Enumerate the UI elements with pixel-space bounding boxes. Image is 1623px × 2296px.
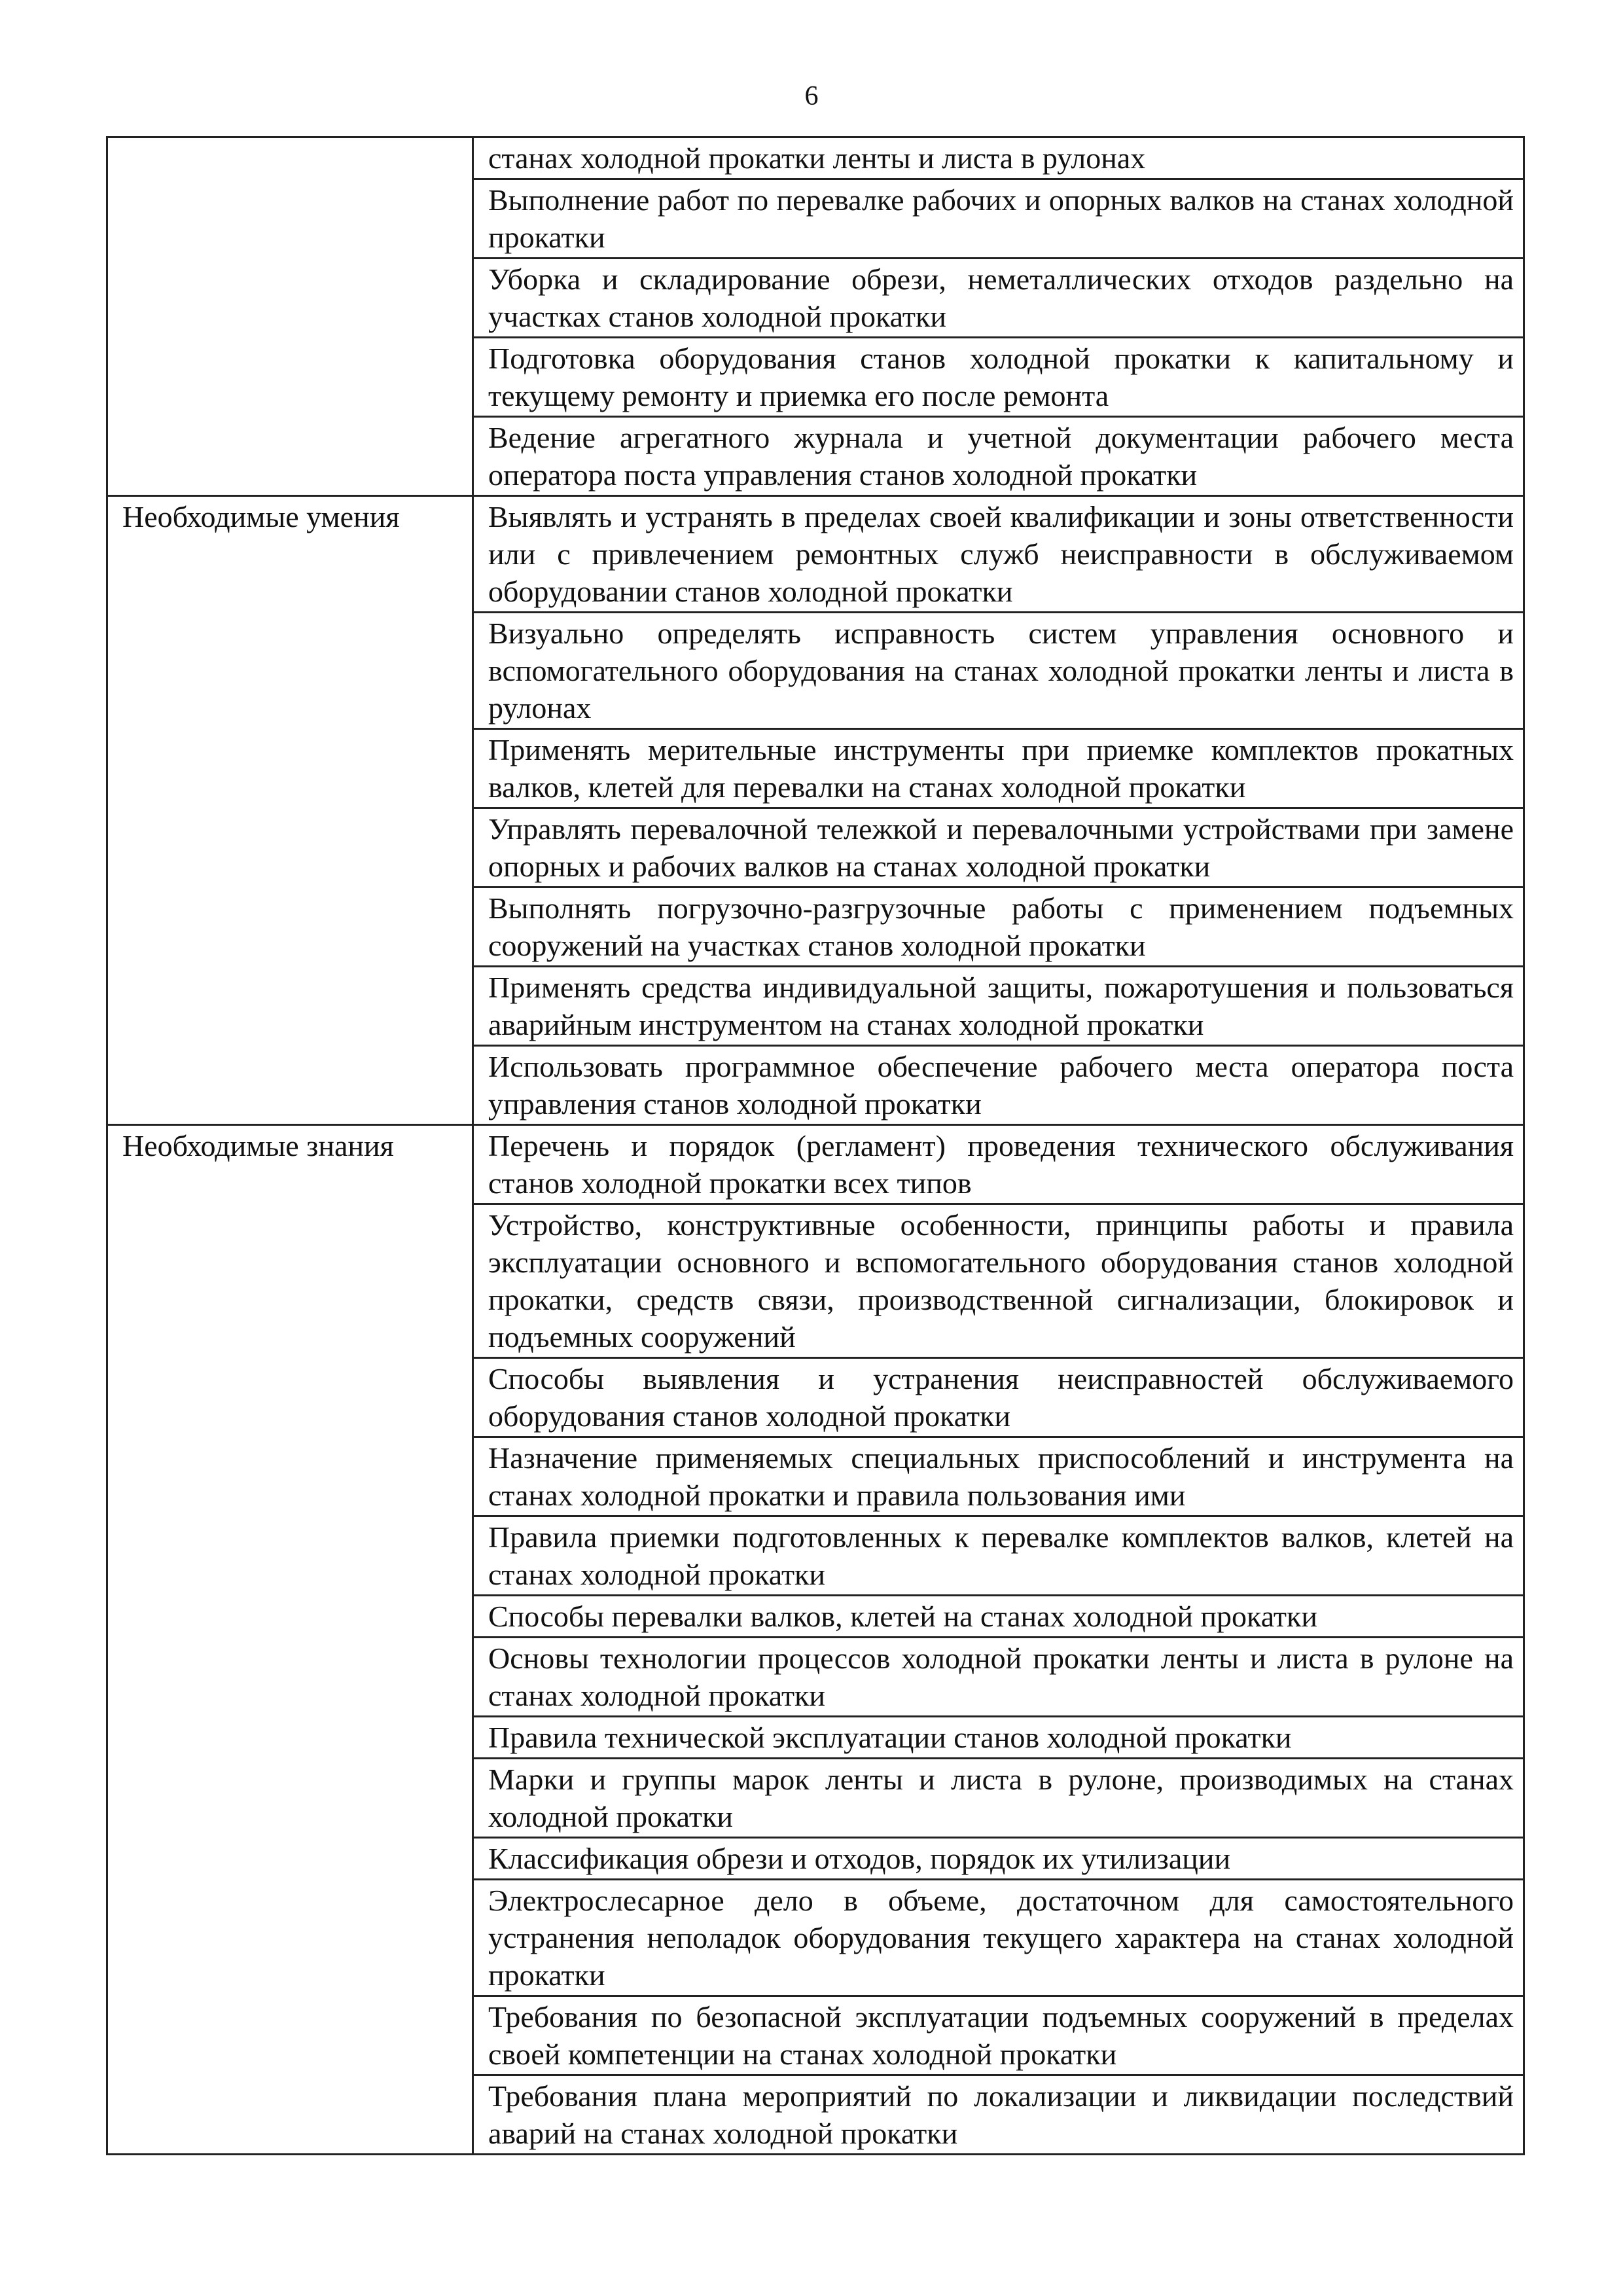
table-cell-item: Перечень и порядок (регламент) проведения технического обслуживания станов холодной прокатки всех типов <box>473 1125 1524 1204</box>
table-cell-item: Устройство, конструктивные особенности, принципы работы и правила эксплуатации основного и вспомогательного оборудования станов холодной прокатки, средств связи, производственной сигнализации, блокировок и подъемных сооружений <box>473 1204 1524 1358</box>
table-cell-item: Выявлять и устранять в пределах своей квалификации и зоны ответственности или с привлечением ремонтных служб неисправности в обслуживаемом оборудовании станов холодной прокатки <box>473 496 1524 613</box>
section-label: Необходимые знания <box>107 1125 473 2155</box>
table-cell-item: Электрослесарное дело в объеме, достаточном для самостоятельного устранения неполадок оборудования текущего характера на станах холодной прокатки <box>473 1880 1524 1996</box>
table-cell-item: Применять средства индивидуальной защиты, пожаротушения и пользоваться аварийным инструментом на станах холодной прокатки <box>473 967 1524 1046</box>
section-label: Необходимые умения <box>107 496 473 1125</box>
table-cell-item: Правила приемки подготовленных к перевалке комплектов валков, клетей на станах холодной прокатки <box>473 1516 1524 1596</box>
requirements-table-body <box>107 137 1524 2155</box>
table-cell-item: Правила технической эксплуатации станов холодной прокатки <box>473 1717 1524 1759</box>
table-cell-item: Основы технологии процессов холодной прокатки ленты и листа в рулоне на станах холодной прокатки <box>473 1638 1524 1717</box>
section-label-empty <box>107 137 473 496</box>
table-cell-item: Подготовка оборудования станов холодной прокатки к капитальному и текущему ремонту и приемка его после ремонта <box>473 338 1524 417</box>
table-cell-item: Применять мерительные инструменты при приемке комплектов прокатных валков, клетей для перевалки на станах холодной прокатки <box>473 729 1524 808</box>
table-cell-item: Выполнять погрузочно-разгрузочные работы с применением подъемных сооружений на участках станов холодной прокатки <box>473 888 1524 967</box>
table-row <box>107 137 1524 179</box>
page-number: 6 <box>804 81 819 111</box>
table-cell-item: Способы выявления и устранения неисправностей обслуживаемого оборудования станов холодной прокатки <box>473 1358 1524 1437</box>
table-cell-item: Выполнение работ по перевалке рабочих и опорных валков на станах холодной прокатки <box>473 179 1524 259</box>
table-cell-item: станах холодной прокатки ленты и листа в рулонах <box>473 137 1524 179</box>
table-cell-item: Классификация обрези и отходов, порядок их утилизации <box>473 1838 1524 1880</box>
table-cell-item: Марки и группы марок ленты и листа в рулоне, производимых на станах холодной прокатки <box>473 1759 1524 1838</box>
requirements-table <box>106 136 1525 2155</box>
table-cell-item: Способы перевалки валков, клетей на станах холодной прокатки <box>473 1596 1524 1638</box>
table-cell-item: Требования по безопасной эксплуатации подъемных сооружений в пределах своей компетенции на станах холодной прокатки <box>473 1996 1524 2075</box>
table-row <box>107 496 1524 613</box>
table-cell-item: Визуально определять исправность систем управления основного и вспомогательного оборудования на станах холодной прокатки ленты и листа в рулонах <box>473 613 1524 729</box>
table-cell-item: Уборка и складирование обрези, неметаллических отходов раздельно на участках станов холодной прокатки <box>473 259 1524 338</box>
table-row <box>107 1125 1524 1204</box>
table-cell-item: Требования плана мероприятий по локализации и ликвидации последствий аварий на станах холодной прокатки <box>473 2075 1524 2155</box>
table-cell-item: Назначение применяемых специальных приспособлений и инструмента на станах холодной прокатки и правила пользования ими <box>473 1437 1524 1516</box>
table-cell-item: Ведение агрегатного журнала и учетной документации рабочего места оператора поста управления станов холодной прокатки <box>473 417 1524 496</box>
table-cell-item: Использовать программное обеспечение рабочего места оператора поста управления станов холодной прокатки <box>473 1046 1524 1125</box>
table-cell-item: Управлять перевалочной тележкой и перевалочными устройствами при замене опорных и рабочих валков на станах холодной прокатки <box>473 808 1524 888</box>
